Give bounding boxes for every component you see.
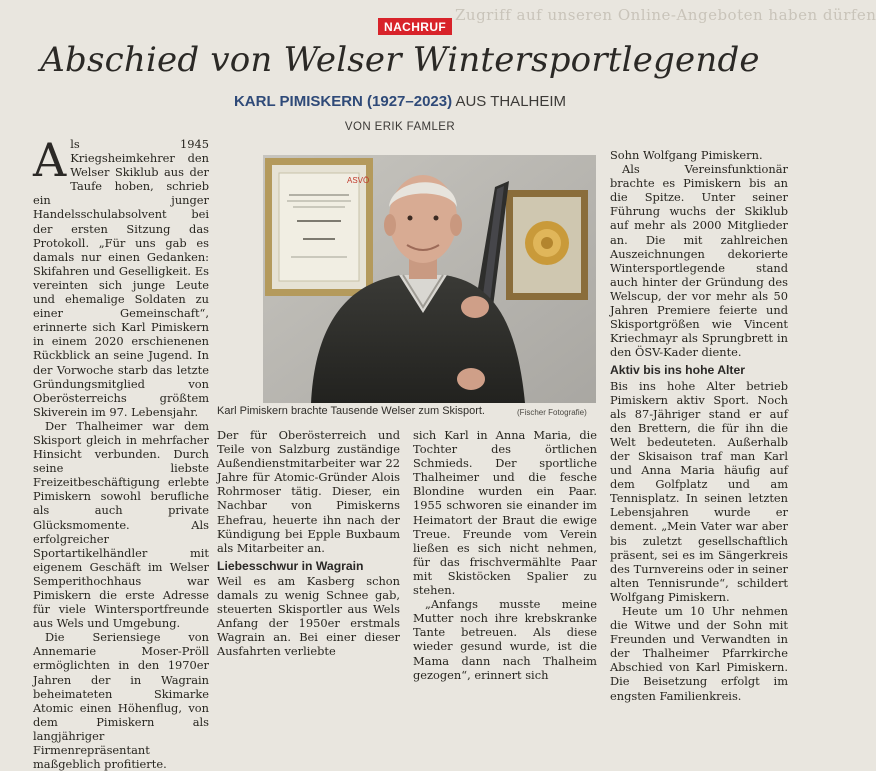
paragraph-2: Der Thalheimer war dem Skisport gleich in mehrfacher Hinsicht verbunden. Durch seine liebste Freizeitbeschäftigung erlebte Pimiskern sowohl berufliche als auch private Glücksmomente. Als erfolgreicher Sportartikelhändler mit eigenem Geschäft im Welser Semperithochhaus war Pimiskern die erste Adresse für viele Wintersportfreunde aus Wels und Umgebung. xyxy=(33,418,209,631)
section-kicker: NACHRUF xyxy=(378,18,452,35)
subheadline-suffix: AUS THALHEIM xyxy=(452,93,567,110)
paragraph-3: Die Seriensiege von Annemarie Moser-Pröll ermöglichten in den 1970er Jahren der in Wagrain beheimateten Skimarke Atomic einen Höhenflug, von dem Pimiskern als langjähriger Firmenrepräsentant maßgeblich profitierte. xyxy=(33,630,209,771)
subheadline-name: KARL PIMISKERN (1927–2023) xyxy=(233,93,453,110)
headline: Abschied von Welser Wintersportlegende xyxy=(40,40,760,80)
paragraph-9: Als Vereinsfunktionär brachte es Pimiskern bis an die Spitze. Unter seiner Führung wuchs der Skiklub auf mehr als 2000 Mitglieder an. Die mit zahlreichen Auszeichnungen dekorierte Wintersportlegende stand auch hinter der Gründung des Welscup, der vor mehr als 50 Jahren Premiere feierte und Skisportgrößen wie Vincent Kriechmayr als Sprungbrett in den ÖSV-Kader diente. xyxy=(610,162,788,360)
paragraph-1-text: ls 1945 Kriegsheimkehrer den Welser Skiklub aus der Taufe hoben, schrieb ein junger Handelsschulabsolvent bei der ersten Sitzung das Protokoll. „Für uns gab es damals nur einen Gedanken: Skifahren und Geselligkeit. Es vereinten sich junge Leute und ehemalige Soldaten zu einer Gemeinschaft“, erinnerte sich Karl Pimiskern in einem 2020 erschienenen Rückblick an seine Jugend. In der Vorwoche starb das letzte Gründungsmitglied von Oberösterreichs größtem Skiverein im 97. Lebensjahr. xyxy=(33,137,209,419)
subheading-active: Aktiv bis ins hohe Alter xyxy=(610,363,745,378)
paragraph-11: Heute um 10 Uhr nehmen die Witwe und der Sohn mit Freunden und Verwandten in der Thalheimer Pfarrkirche Abschied von Karl Pimiskern. Die Beisetzung erfolgt im engsten Familienkreis. xyxy=(610,604,788,703)
photo-caption: Karl Pimiskern brachte Tausende Welser zum Skisport. xyxy=(217,405,485,417)
paragraph-10: Bis ins hohe Alter betrieb Pimiskern aktiv Sport. Noch als 87-Jähriger stand er auf den Brettern, die für ihn die Welt bedeuteten. Außerhalb der Skisaison traf man Karl und Anna Maria häufig auf dem Golfplatz und am Tennisplatz. In seinen letzten Lebensjahren wurde er dement. „Mein Vater war aber bis zuletzt gesellschaftlich präsent, sei es im Sängerkreis des Turnvereins oder in seiner alten Tennisrunde“, schildert Wolfgang Pimiskern. xyxy=(610,378,788,604)
subheadline xyxy=(0,93,800,110)
bleed-through-text: Zugriff auf unseren Online-Angeboten haben dürfen xyxy=(455,6,876,24)
paragraph-5: Weil es am Kasberg schon damals zu wenig Schnee gab, steuerten Skisportler aus Wels Anfang der 1950er erstmals Wagrain an. Bei einer dieser Ausfahrten verliebte xyxy=(217,573,400,659)
paragraph-1 xyxy=(33,133,209,419)
article-column-1 xyxy=(33,133,209,771)
frame-sign: ASVÖ xyxy=(347,176,370,185)
paragraph-8: Sohn Wolfgang Pimiskern. xyxy=(610,148,763,162)
article-column-4 xyxy=(610,148,788,703)
paragraph-4: Der für Oberösterreich und Teile von Salzburg zuständige Außendienstmitarbeiter war 22 Jahre für Atomic-Gründer Alois Rohrmoser tätig. Dieser, ein Nachbar von Pimiskerns Ehefrau, heuerte ihn nach der Kündigung bei Epple Buxbaum als Mitarbeiter an. xyxy=(217,428,400,555)
subheading-wagrain: Liebesschwur in Wagrain xyxy=(217,558,364,573)
portrait-photo xyxy=(263,155,596,403)
photo-credit: (Fischer Fotografie) xyxy=(517,408,587,417)
paragraph-7: „Anfangs musste meine Mutter noch ihre krebskranke Tante betreuen. Als diese wieder gesund wurde, ist die Mama dann nach Thalheim gezogen“, erinnert sich xyxy=(413,597,597,682)
article-column-3 xyxy=(413,428,597,682)
article-column-2 xyxy=(217,428,400,657)
byline: VON ERIK FAMLER xyxy=(344,121,456,133)
paragraph-6: sich Karl in Anna Maria, die Tochter des örtlichen Schmieds. Der sportliche Thalheimer und die fesche Blondine wurden ein Paar. 1955 schworen sie einander im Heimatort der Braut die ewige Treue. Freunde vom Verein ließen es sich nicht nehmen, für das frischvermählte Paar mit Skistöcken Spalier zu stehen. xyxy=(413,428,597,598)
drop-cap: A xyxy=(33,133,67,187)
